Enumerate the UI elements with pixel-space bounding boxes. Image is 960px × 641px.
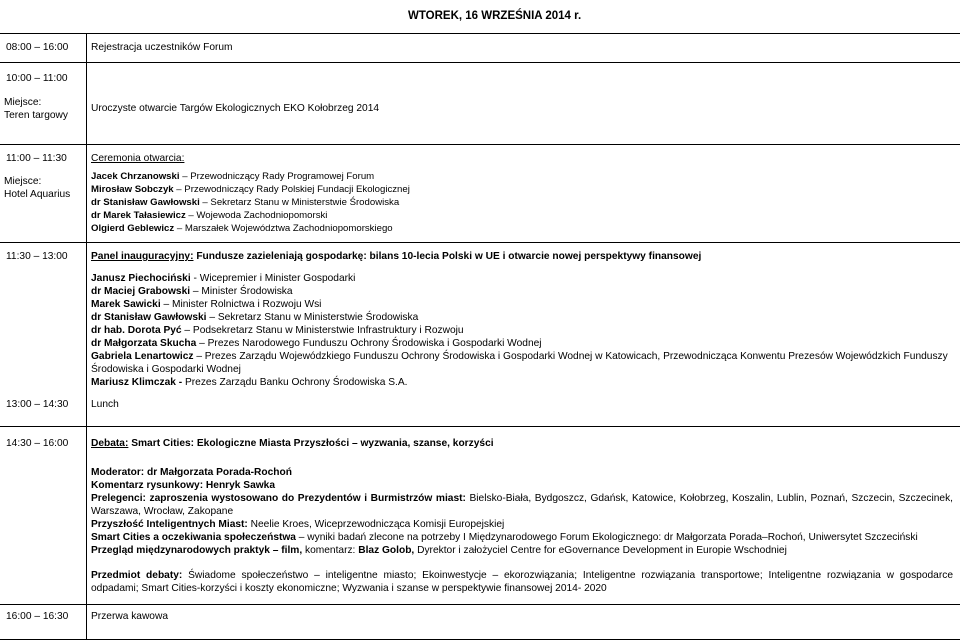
person-row: dr Maciej Grabowski – Minister Środowiska: [91, 286, 293, 297]
cartoon-commentary: Komentarz rysunkowy: Henryk Sawka: [91, 480, 276, 491]
person-row: Gabriela Lenartowicz – Prezes Zarządu Wojewódzkiego Funduszu Ochrony Środowiska i Gospodarki Wodnej w Katowicach, Przewodnicząca Konwentu Prezesów Wojewódzkich Funduszy Środowiska i Gospodarki Wodnej: [91, 351, 948, 375]
panel-people: [91, 272, 953, 389]
agenda-row-ceremony: [0, 144, 960, 242]
session-title: Ceremonia otwarcia:: [91, 153, 185, 164]
person-row: dr hab. Dorota Pyć – Podsekretarz Stanu w Ministerstwie Infrastruktury i Rozwoju: [91, 325, 464, 336]
person-row: Marek Sawicki – Minister Rolnictwa i Rozwoju Wsi: [91, 299, 322, 310]
agenda-row-panel: [0, 242, 960, 426]
speakers: Prelegenci: zaproszenia wystosowano do Prezydentów i Burmistrzów miast: Bielsko-Biała, Bydgoszcz, Gdańsk, Katowice, Kołobrzeg, Koszalin, Lublin, Poznań, Szczecin, Szczecinek, Warszawa, Wrocław, Zakopane: [91, 493, 953, 517]
time-slot: 08:00 – 16:00: [6, 42, 69, 53]
person-row: Mariusz Klimczak - Prezes Zarządu Banku Ochrony Środowiska S.A.: [91, 377, 408, 388]
ceremony-people: [91, 170, 953, 235]
agenda-row-coffee: [0, 604, 960, 640]
time-slot: 11:30 – 13:00: [6, 251, 68, 262]
agenda-row-opening: [0, 62, 960, 144]
agenda-row-registration: [0, 33, 960, 62]
session-title-lunch: Lunch: [91, 399, 119, 410]
debate-details: [91, 466, 953, 595]
time-slot: 10:00 – 11:00: [6, 73, 68, 84]
person-row: Janusz Piechociński - Wicepremier i Minister Gospodarki: [91, 273, 356, 284]
time-slot-lunch: 13:00 – 14:30: [6, 399, 69, 410]
place-label: Miejsce:: [4, 176, 42, 187]
session-title: Przerwa kawowa: [91, 611, 168, 622]
session-title: Panel inauguracyjny: Fundusze zazieleniają gospodarkę: bilans 10-lecia Polski w UE i otwarcie nowej perspektywy finansowej: [91, 251, 702, 262]
person-row: Olgierd Geblewicz – Marszałek Województwa Zachodniopomorskiego: [91, 223, 393, 234]
time-slot: 16:00 – 16:30: [6, 611, 69, 622]
debate-subject: Przedmiot debaty: Świadome społeczeństwo – inteligentne miasto; Ekoinwestycje – ekorozwiązania; Inteligentne rozwiązania transportowe; Inteligentne rozwiązania w gospodarce odpadami; Smart Cities-korzyści i koszty ekonomiczne; Wyzwania i szanse w perspektywie finansowej 2014- 2020: [91, 570, 953, 594]
person-row: Mirosław Sobczyk – Przewodniczący Rady Polskiej Fundacji Ekologicznej: [91, 184, 410, 195]
place-name: Hotel Aquarius: [4, 189, 71, 200]
place-label: Miejsce:: [4, 97, 42, 108]
agenda-row-debate: [0, 426, 960, 604]
date-header: WTOREK, 16 WRZEŚNIA 2014 r.: [408, 10, 582, 22]
person-row: dr Stanisław Gawłowski – Sekretarz Stanu w Ministerstwie Środowiska: [91, 312, 419, 323]
future-cities: Przyszłość Inteligentnych Miast: Neelie Kroes, Wiceprzewodnicząca Komisji Europejskiej: [91, 519, 505, 530]
session-title: Rejestracja uczestników Forum: [91, 42, 233, 53]
person-row: Jacek Chrzanowski – Przewodniczący Rady Programowej Forum: [91, 171, 375, 182]
person-row: dr Marek Tałasiewicz – Wojewoda Zachodniopomorski: [91, 210, 328, 221]
person-row: dr Stanisław Gawłowski – Sekretarz Stanu w Ministerstwie Środowiska: [91, 197, 400, 208]
person-row: dr Małgorzata Skucha – Prezes Narodowego Funduszu Ochrony Środowiska i Gospodarki Wodnej: [91, 338, 542, 349]
time-slot: 14:30 – 16:00: [6, 438, 69, 449]
session-title: Uroczyste otwarcie Targów Ekologicznych EKO Kołobrzeg 2014: [91, 103, 380, 114]
session-title: Debata: Smart Cities: Ekologiczne Miasta Przyszłości – wyzwania, szanse, korzyści: [91, 438, 494, 449]
time-slot: 11:00 – 11:30: [6, 153, 67, 164]
practices-review: Przegląd międzynarodowych praktyk – film, komentarz: Blaz Golob, Dyrektor i założyciel Centre for eGovernance Development in Europie Wschodniej: [91, 545, 787, 556]
moderator: Moderator: dr Małgorzata Porada-Rochoń: [91, 467, 292, 478]
place-name: Teren targowy: [4, 110, 68, 121]
expectations: Smart Cities a oczekiwania społeczeństwa – wyniki badań zlecone na potrzeby I Międzynarodowego Forum Ekologicznego: dr Małgorzata Porada–Rochoń, Uniwersytet Szczeciński: [91, 532, 918, 543]
